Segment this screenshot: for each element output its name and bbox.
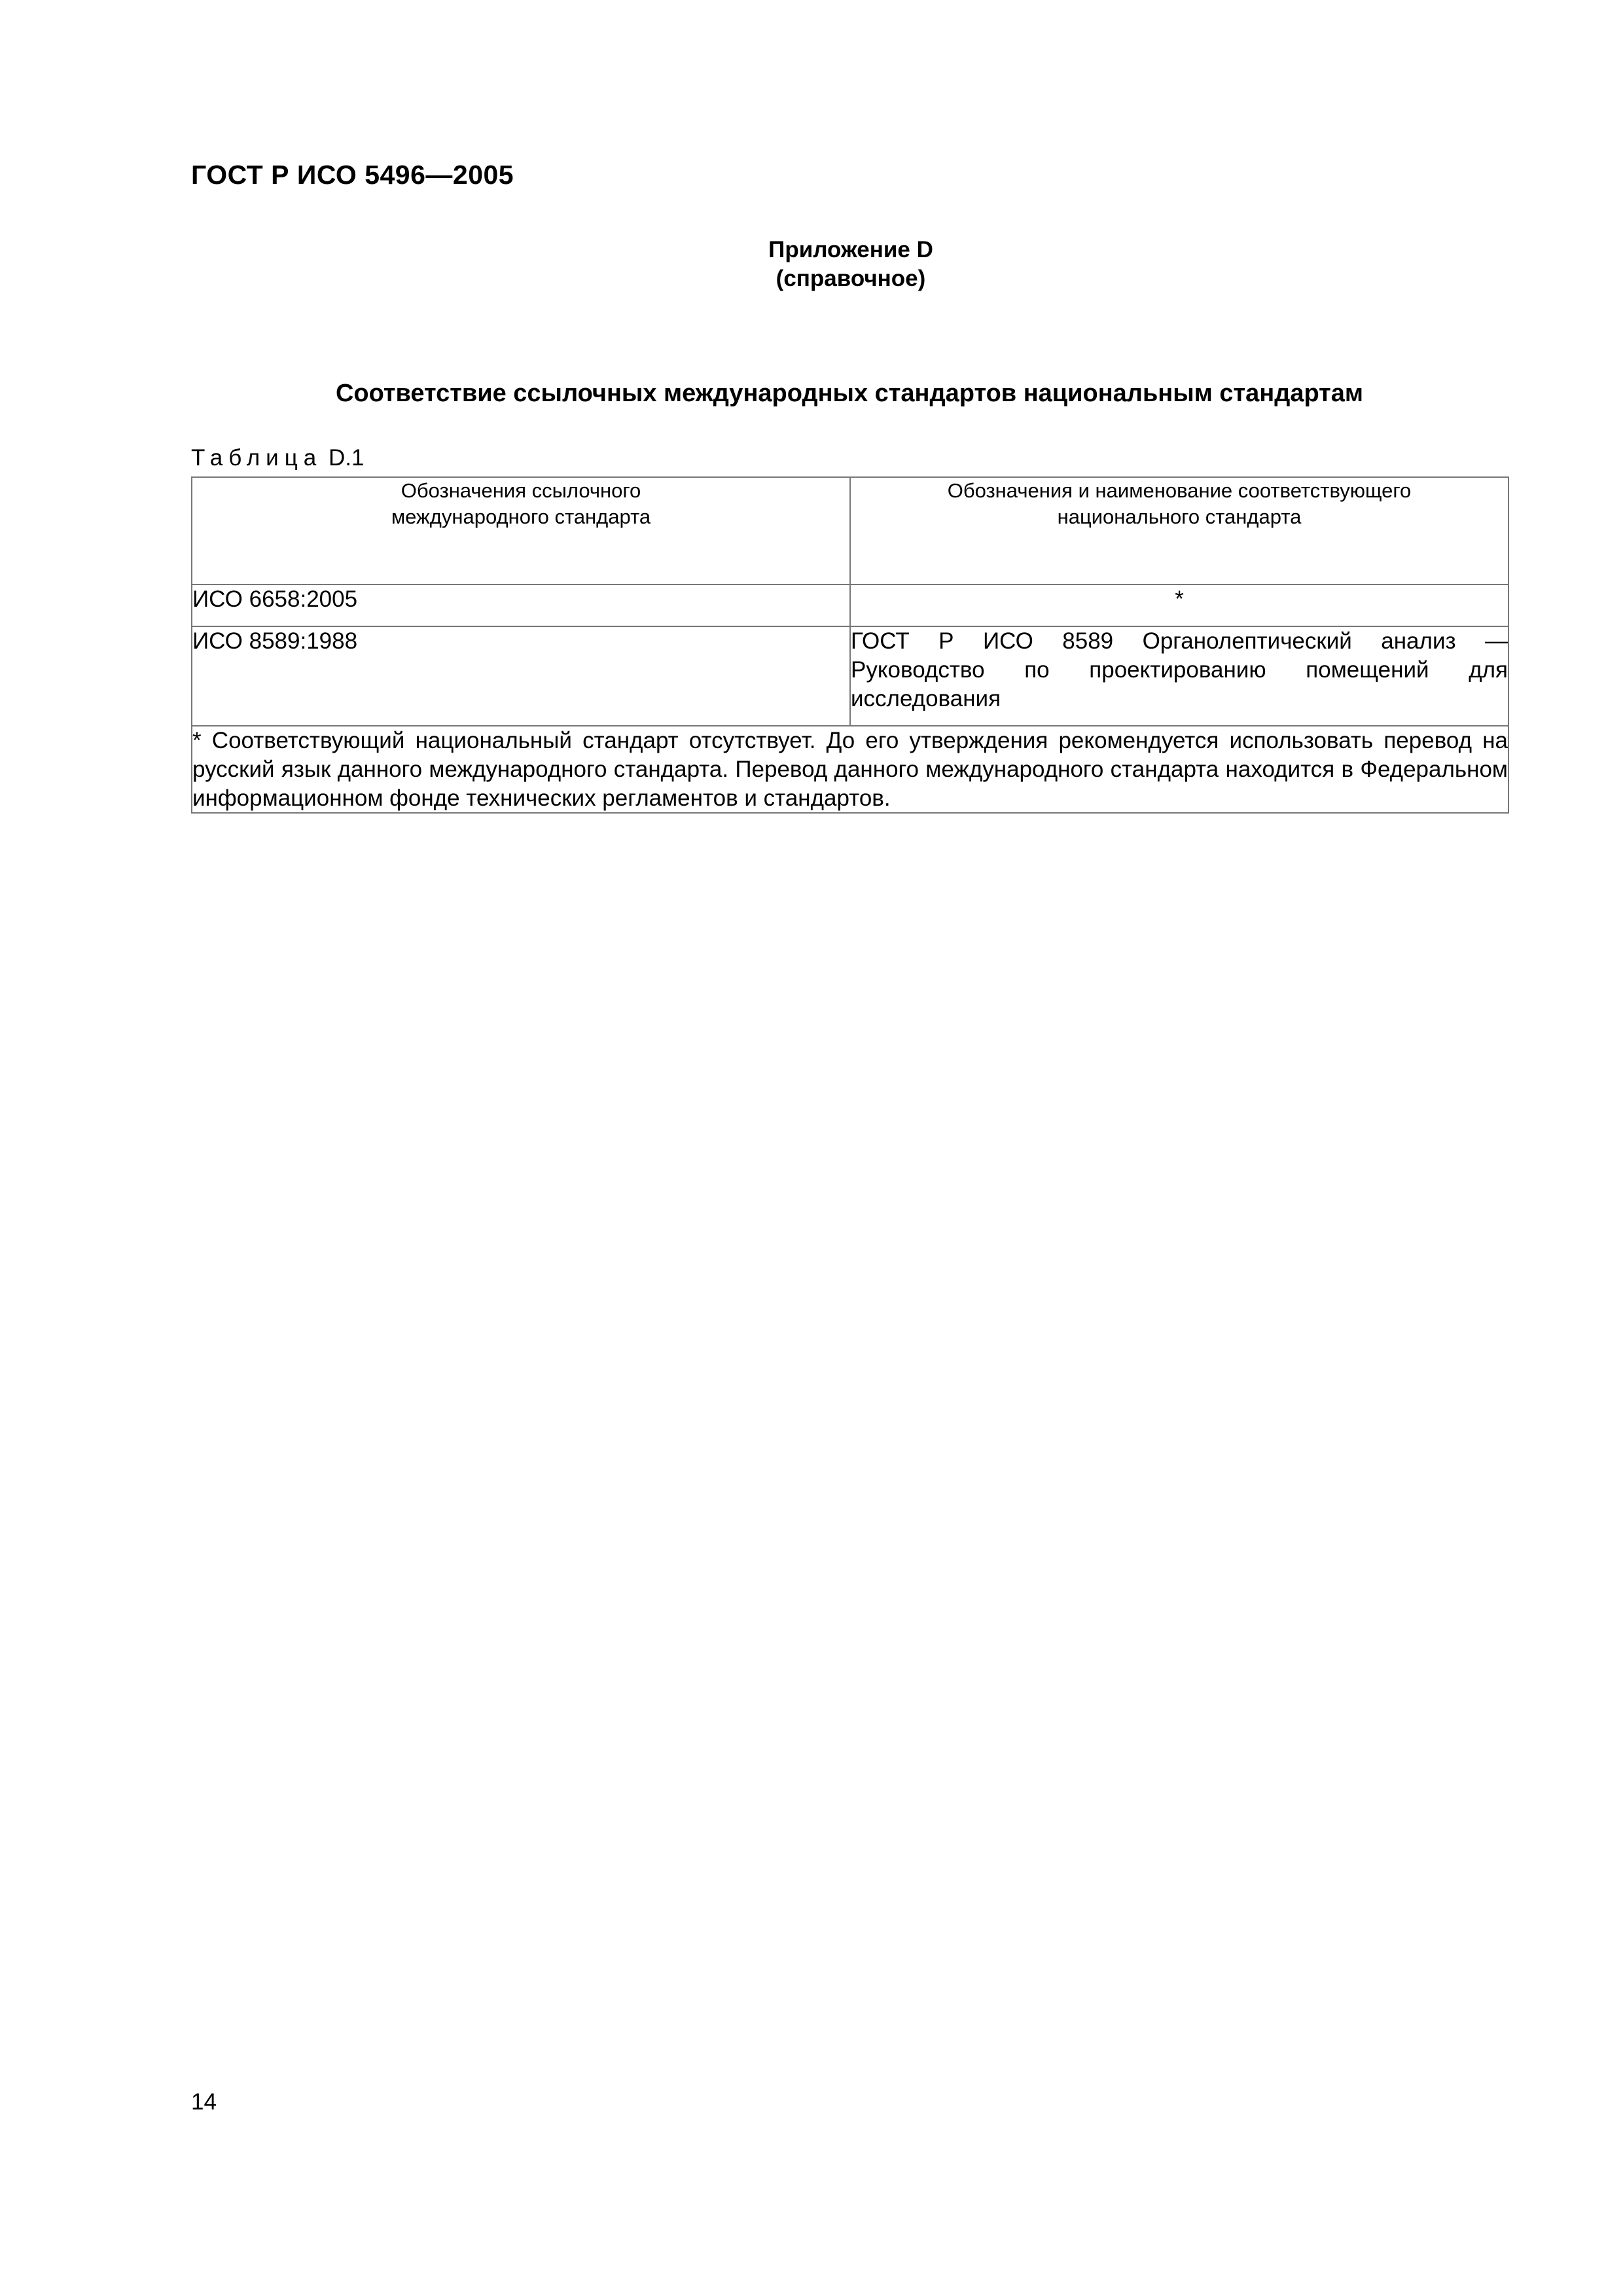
appendix-title: Приложение D (768, 237, 933, 262)
cell-international-standard: ИСО 6658:2005 (192, 584, 850, 626)
header-line: Обозначения и наименование соответствующего (947, 479, 1412, 502)
header-line: международного стандарта (391, 505, 651, 529)
cell-international-standard: ИСО 8589:1988 (192, 626, 850, 726)
table-footnote: * Соответствующий национальный стандарт отсутствует. До его утверждения рекомендуется использовать перевод на русский язык данного международного стандарта. Перевод данного международного стандарта находится в Федеральном информационном фонде технических регламентов и стандартов. (192, 726, 1508, 813)
table-row (192, 626, 1508, 726)
header-international-standard (192, 477, 850, 584)
page-number: 14 (191, 2089, 217, 2115)
table-caption (191, 445, 364, 471)
cell-national-standard: ГОСТ Р ИСО 8589 Органолептический анализ — Руководство по проектированию помещений для исследования (850, 626, 1508, 726)
section-title: Соответствие ссылочных международных стандартов национальным стандартам (335, 380, 1364, 407)
table-row (192, 584, 1508, 626)
appendix-type: (справочное) (776, 266, 926, 291)
document-code: ГОСТ Р ИСО 5496—2005 (191, 160, 514, 190)
table-caption-word: Таблица (191, 445, 323, 471)
header-line: Обозначения ссылочного (401, 479, 641, 502)
table-footnote-row (192, 726, 1508, 813)
reference-table (191, 476, 1509, 814)
table-caption-number: D.1 (328, 445, 365, 471)
header-line: национального стандарта (1057, 505, 1302, 529)
cell-national-standard: * (850, 584, 1508, 626)
table-header-row (192, 477, 1508, 584)
header-national-standard (850, 477, 1508, 584)
